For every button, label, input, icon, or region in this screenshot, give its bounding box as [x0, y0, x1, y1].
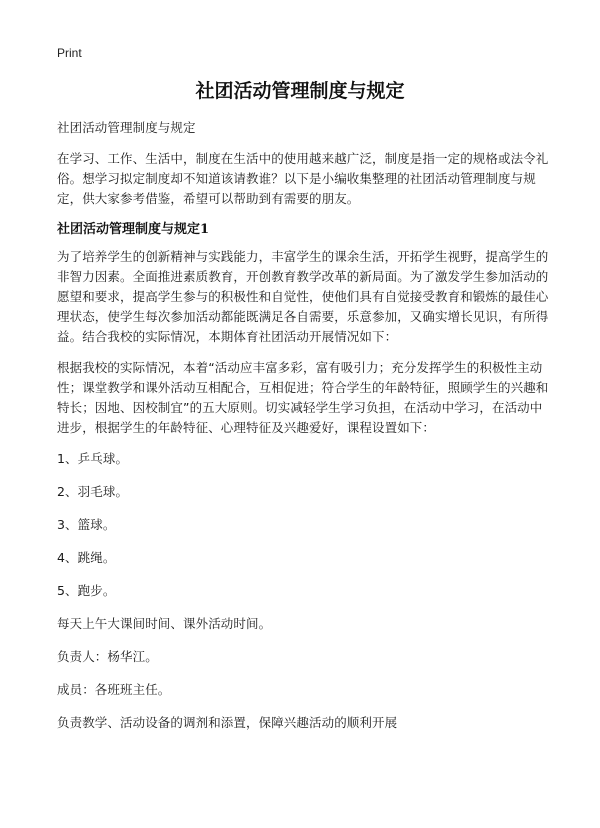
list-item: 2、羽毛球。: [57, 484, 129, 499]
list-item: 4、跳绳。: [57, 550, 116, 565]
document-subtitle: 社团活动管理制度与规定: [57, 120, 196, 135]
paragraph-purpose: 为了培养学生的创新精神与实践能力，丰富学生的课余生活，开拓学生视野，提高学生的非智力因素。全面推进素质教育，开创教育教学改革的新局面。为了激发学生参加活动的愿望和要求，提高学生参与的积极性和自觉性，使他们具有自觉接受教育和锻炼的最佳心理状态，使学生每次参加活动都能既满足各自需要，乐意参加，又确实增长见识，有所得益。结合我校的实际情况，本期体育社团活动开展情况如下：: [57, 249, 549, 344]
document-body: [57, 118, 549, 746]
list-item: 3、篮球。: [57, 517, 116, 532]
members: 成员：各班班主任。: [57, 682, 171, 697]
activity-time: 每天上午大课间时间、课外活动时间。: [57, 616, 272, 631]
print-label: Print: [57, 46, 82, 60]
list-item: 5、跑步。: [57, 583, 116, 598]
page-title: 社团活动管理制度与规定: [195, 80, 405, 102]
section-heading: 社团活动管理制度与规定1: [57, 222, 210, 237]
intro-paragraph: 在学习、工作、生活中，制度在生活中的使用越来越广泛，制度是指一定的规格或法令礼俗。想学习拟定制度却不知道该请教谁？以下是小编收集整理的社团活动管理制度与规定，供大家参考借鉴，希望可以帮助到有需要的朋友。: [57, 151, 549, 206]
paragraph-principles: 根据我校的实际情况，本着“活动应丰富多彩，富有吸引力；充分发挥学生的积极性主动性；课堂教学和课外活动互相配合，互相促进；符合学生的年龄特征，照顾学生的兴趣和特长；因地、因校制宜”的五大原则。切实减轻学生学习负担，在活动中学习，在活动中进步，根据学生的年龄特征、心理特征及兴趣爱好，课程设置如下：: [57, 360, 549, 435]
list-item: 1、乒乓球。: [57, 451, 129, 466]
duty-paragraph: 负责教学、活动设备的调剂和添置，保障兴趣活动的顺利开展: [57, 715, 398, 730]
responsible-person: 负责人：杨华江。: [57, 649, 158, 664]
